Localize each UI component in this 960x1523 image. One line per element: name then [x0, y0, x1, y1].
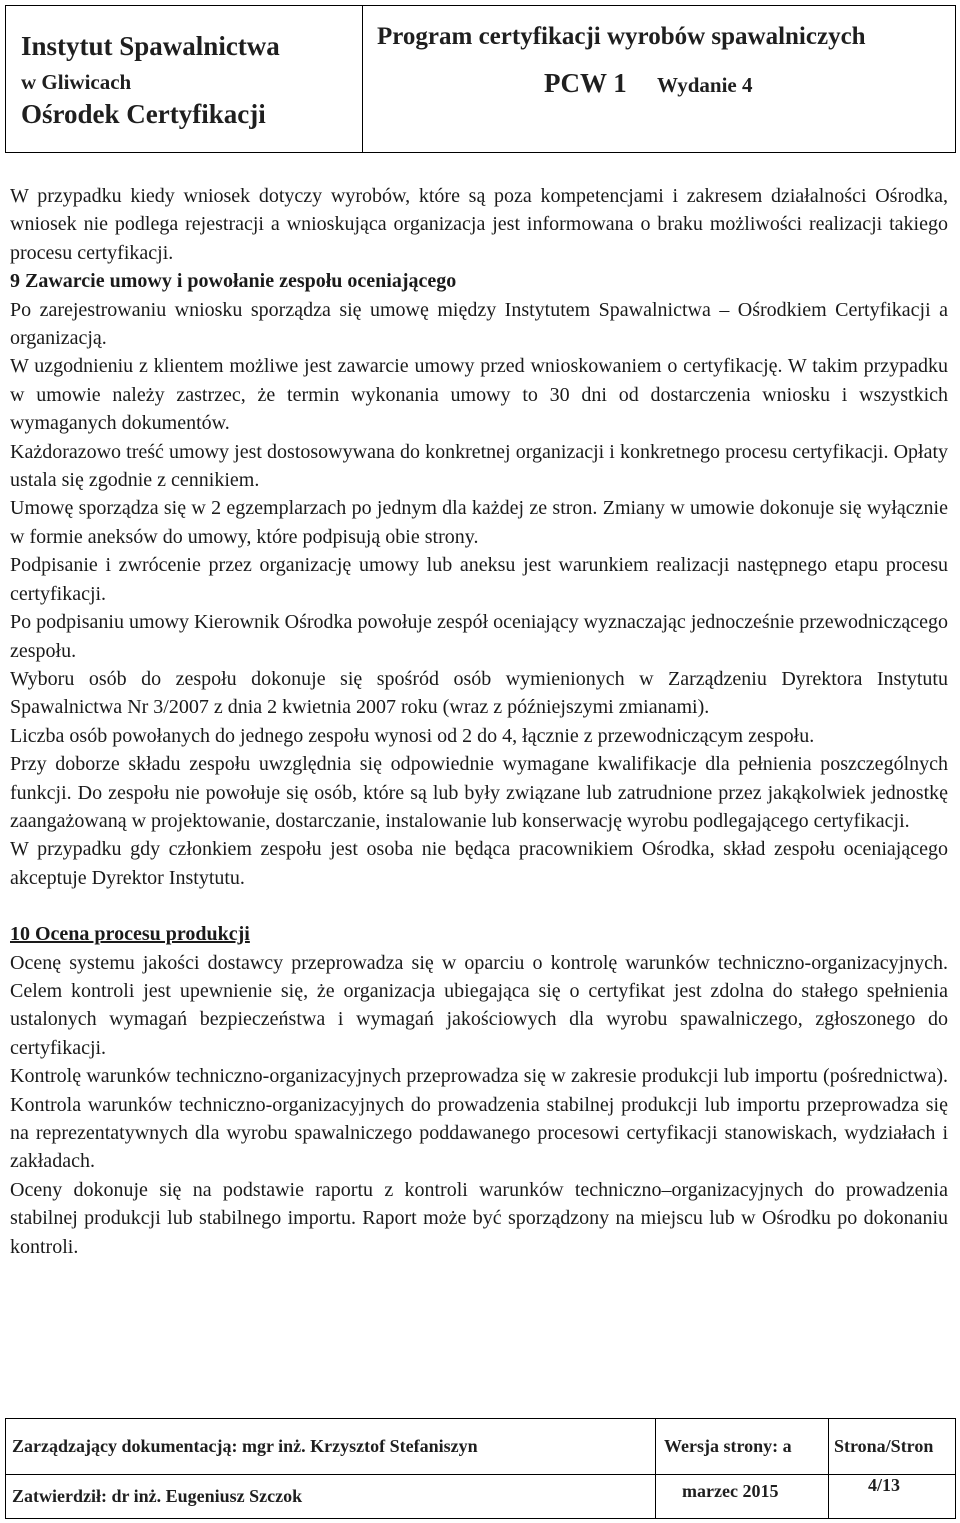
section-10-paragraph: Ocenę systemu jakości dostawcy przeprowadza się w oparciu o kontrolę warunków techniczno-organizacyjnych. Celem kontroli jest upewnienie się, że organizacja ubiegająca się o certyfikat jest zdolna do stałego spełnienia ustalonych wymagań bezpieczeństwa i wymagań jakościowych dla wyrobu spawalniczego, zgłoszonego do certyfikacji.: [10, 951, 948, 1059]
institute-name: Instytut Spawalnictwa: [21, 31, 280, 61]
document-body: [10, 182, 948, 1261]
section-9-paragraph: Podpisanie i zwrócenie przez organizację umowy lub aneksu jest warunkiem realizacji następnego etapu procesu certyfikacji.: [10, 554, 948, 605]
section-10-heading-text: 10 Ocena procesu produkcji: [10, 923, 250, 946]
section-10-paragraph: Kontrolę warunków techniczno-organizacyjnych przeprowadza się w zakresie produkcji lub importu (pośrednictwa). Kontrola warunków techniczno-organizacyjnych do prowadzenia stabilnej produkcji lub importu przeprowadza się na reprezentatywnych dla wyrobu spawalniczego poddawanego procesowi certyfikacji stanowiskach, wydziałach i zakładach.: [10, 1065, 948, 1173]
page-version: Wersja strony: a: [664, 1436, 792, 1456]
document-header: [5, 5, 956, 153]
page-count-label: Strona/Stron: [834, 1436, 934, 1456]
section-10-heading: [10, 920, 948, 948]
intro-paragraph: W przypadku kiedy wniosek dotyczy wyrobów, które są poza kompetencjami i zakresem działalności Ośrodka, wniosek nie podlega rejestracji a wnioskująca organizacja jest informowana o braku możliwości realizacji takiego procesu certyfikacji.: [10, 185, 948, 264]
section-9-paragraph: Po zarejestrowaniu wniosku sporządza się umowę między Instytutem Spawalnictwa – Ośrodkiem Certyfikacji a organizacją.: [10, 298, 948, 350]
program-code: PCW 1: [544, 68, 627, 98]
program-block: [363, 6, 955, 152]
page-number: 4/13: [868, 1475, 901, 1495]
footer-divider: [655, 1419, 656, 1518]
section-9-paragraph: Umowę sporządza się w 2 egzemplarzach po jednym dla każdej ze stron. Zmiany w umowie dokonuje się wyłącznie w formie aneksów do umowy, które podpisują obie strony.: [10, 497, 948, 548]
section-9-paragraph: W przypadku gdy członkiem zespołu jest osoba nie będąca pracownikiem Ośrodka, skład zespołu oceniającego akceptuje Dyrektor Instytutu.: [10, 838, 948, 889]
institute-block: [6, 6, 363, 152]
footer-divider: [828, 1419, 829, 1518]
section-10-paragraph: Oceny dokonuje się na podstawie raportu z kontroli warunków techniczno–organizacyjnych do prowadzenia stabilnej produkcji lub stabilnego importu. Raport może być sporządzony na miejscu lub w Ośrodku po dokonaniu kontroli.: [10, 1178, 948, 1258]
program-title: Program certyfikacji wyrobów spawalniczych: [377, 23, 866, 50]
section-9-paragraph: W uzgodnieniu z klientem możliwe jest zawarcie umowy przed wnioskowaniem o certyfikację. W takim przypadku w umowie należy zastrzec, że termin wykonania umowy to 30 dni od dostarczenia wniosku i wszystkich wymaganych dokumentów.: [10, 355, 948, 435]
section-9-paragraph: Każdorazowo treść umowy jest dostosowywana do konkretnej organizacji i konkretnego procesu certyfikacji. Opłaty ustala się zgodnie z cennikiem.: [10, 440, 948, 492]
section-9-heading: 9 Zawarcie umowy i powołanie zespołu oceniającego: [10, 270, 457, 293]
edition-label: Wydanie 4: [657, 73, 753, 97]
section-9-paragraph: Przy doborze składu zespołu uwzględnia się odpowiednie wymagane kwalifikacje dla pełnienia poszczególnych funkcji. Do zespołu nie powołuje się osób, które są lub były związane lub zatrudnione przez jakąkolwiek jednostkę zaangażowaną w projektowanie, dostarczanie, instalowanie lub konserwację wyrobu podlegającego certyfikacji.: [10, 753, 948, 832]
certification-center-name: Ośrodek Certyfikacji: [21, 99, 266, 129]
section-spacer: [10, 892, 948, 920]
document-footer: [5, 1418, 956, 1519]
section-9-paragraph: Liczba osób powołanych do jednego zespołu wynosi od 2 do 4, łącznie z przewodniczącym zespołu.: [10, 724, 815, 747]
issue-date: marzec 2015: [682, 1481, 779, 1501]
institute-city: w Gliwicach: [21, 70, 132, 94]
approved-by: Zatwierdził: dr inż. Eugeniusz Szczok: [12, 1486, 303, 1506]
document-manager: Zarządzający dokumentacją: mgr inż. Krzysztof Stefaniszyn: [12, 1436, 478, 1456]
footer-divider: [6, 1474, 955, 1475]
section-9-paragraph: Wyboru osób do zespołu dokonuje się spośród osób wymienionych w Zarządzeniu Dyrektora Instytutu Spawalnictwa Nr 3/2007 z dnia 2 kwietnia 2007 roku (wraz z późniejszymi zmianami).: [10, 667, 948, 719]
section-9-paragraph: Po podpisaniu umowy Kierownik Ośrodka powołuje zespół oceniający wyznaczając jednocześnie przewodniczącego zespołu.: [10, 611, 948, 662]
